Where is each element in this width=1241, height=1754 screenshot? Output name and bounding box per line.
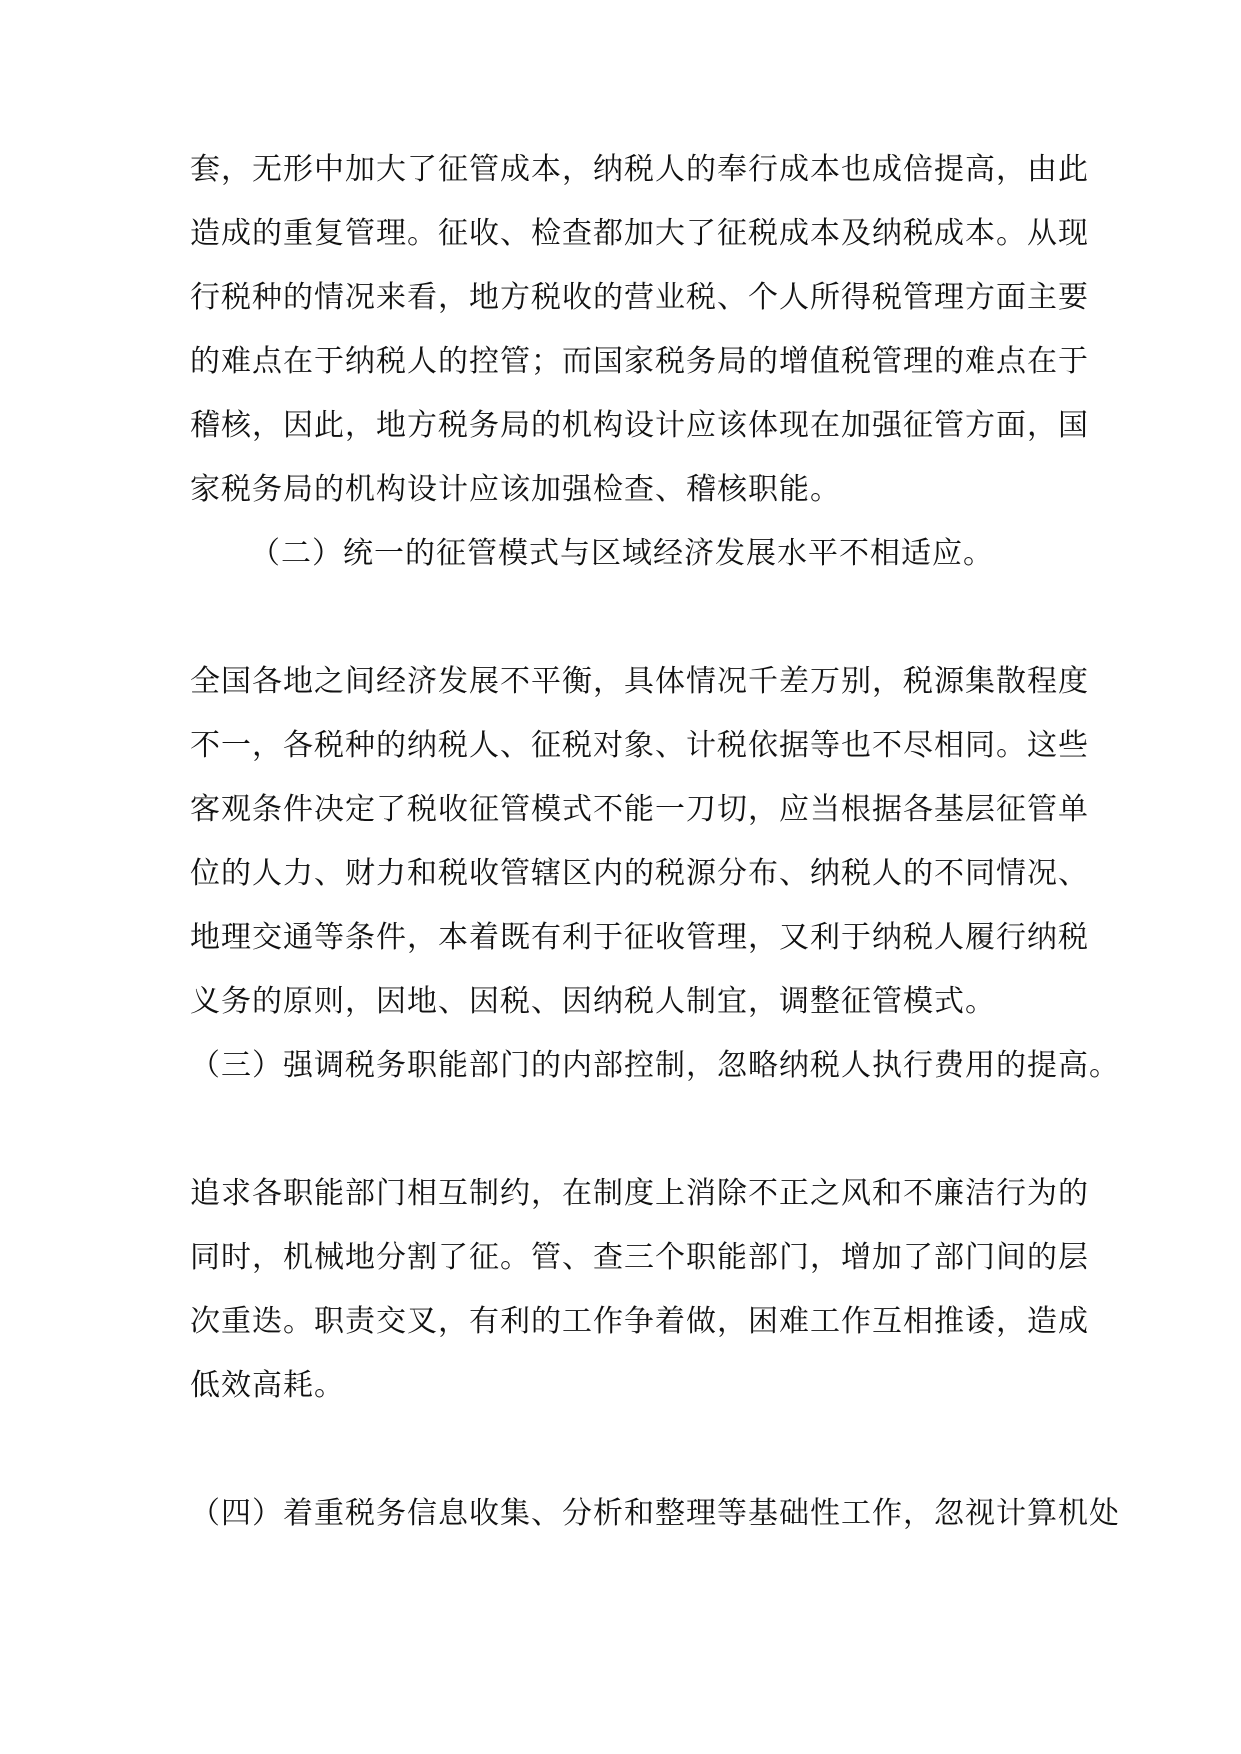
text-line: 地理交通等条件，本着既有利于征收管理，又利于纳税人履行纳税: [190, 920, 1089, 955]
text-line: 行税种的情况来看，地方税收的营业税、个人所得税管理方面主要: [190, 280, 1089, 315]
text-line: 位的人力、财力和税收管辖区内的税源分布、纳税人的不同情况、: [190, 856, 1089, 891]
text-line: 套，无形中加大了征管成本，纳税人的奉行成本也成倍提高，由此: [190, 152, 1089, 187]
text-line: 次重迭。职责交叉，有利的工作争着做，困难工作互相推诿，造成: [190, 1304, 1089, 1339]
text-line: 全国各地之间经济发展不平衡，具体情况千差万别，税源集散程度: [190, 664, 1089, 699]
section-heading-4: （四）着重税务信息收集、分析和整理等基础性工作，忽视计算机处: [190, 1496, 1120, 1531]
text-line: 造成的重复管理。征收、检查都加大了征税成本及纳税成本。从现: [190, 216, 1089, 251]
text-line: 追求各职能部门相互制约，在制度上消除不正之风和不廉洁行为的: [190, 1176, 1089, 1211]
text-line: 低效高耗。: [190, 1368, 345, 1403]
text-line: 家税务局的机构设计应该加强检查、稽核职能。: [190, 472, 841, 507]
text-line: 客观条件决定了税收征管模式不能一刀切，应当根据各基层征管单: [190, 792, 1089, 827]
section-heading-2: （二）统一的征管模式与区域经济发展水平不相适应。: [250, 536, 994, 571]
text-line: 稽核，因此，地方税务局的机构设计应该体现在加强征管方面，国: [190, 408, 1089, 443]
text-line: 的难点在于纳税人的控管；而国家税务局的增值税管理的难点在于: [190, 344, 1089, 379]
section-heading-3: （三）强调税务职能部门的内部控制，忽略纳税人执行费用的提高。: [190, 1048, 1120, 1083]
text-line: 不一，各税种的纳税人、征税对象、计税依据等也不尽相同。这些: [190, 728, 1089, 763]
text-line: 义务的原则，因地、因税、因纳税人制宜，调整征管模式。: [190, 984, 996, 1019]
text-line: 同时，机械地分割了征。管、查三个职能部门，增加了部门间的层: [190, 1240, 1089, 1275]
